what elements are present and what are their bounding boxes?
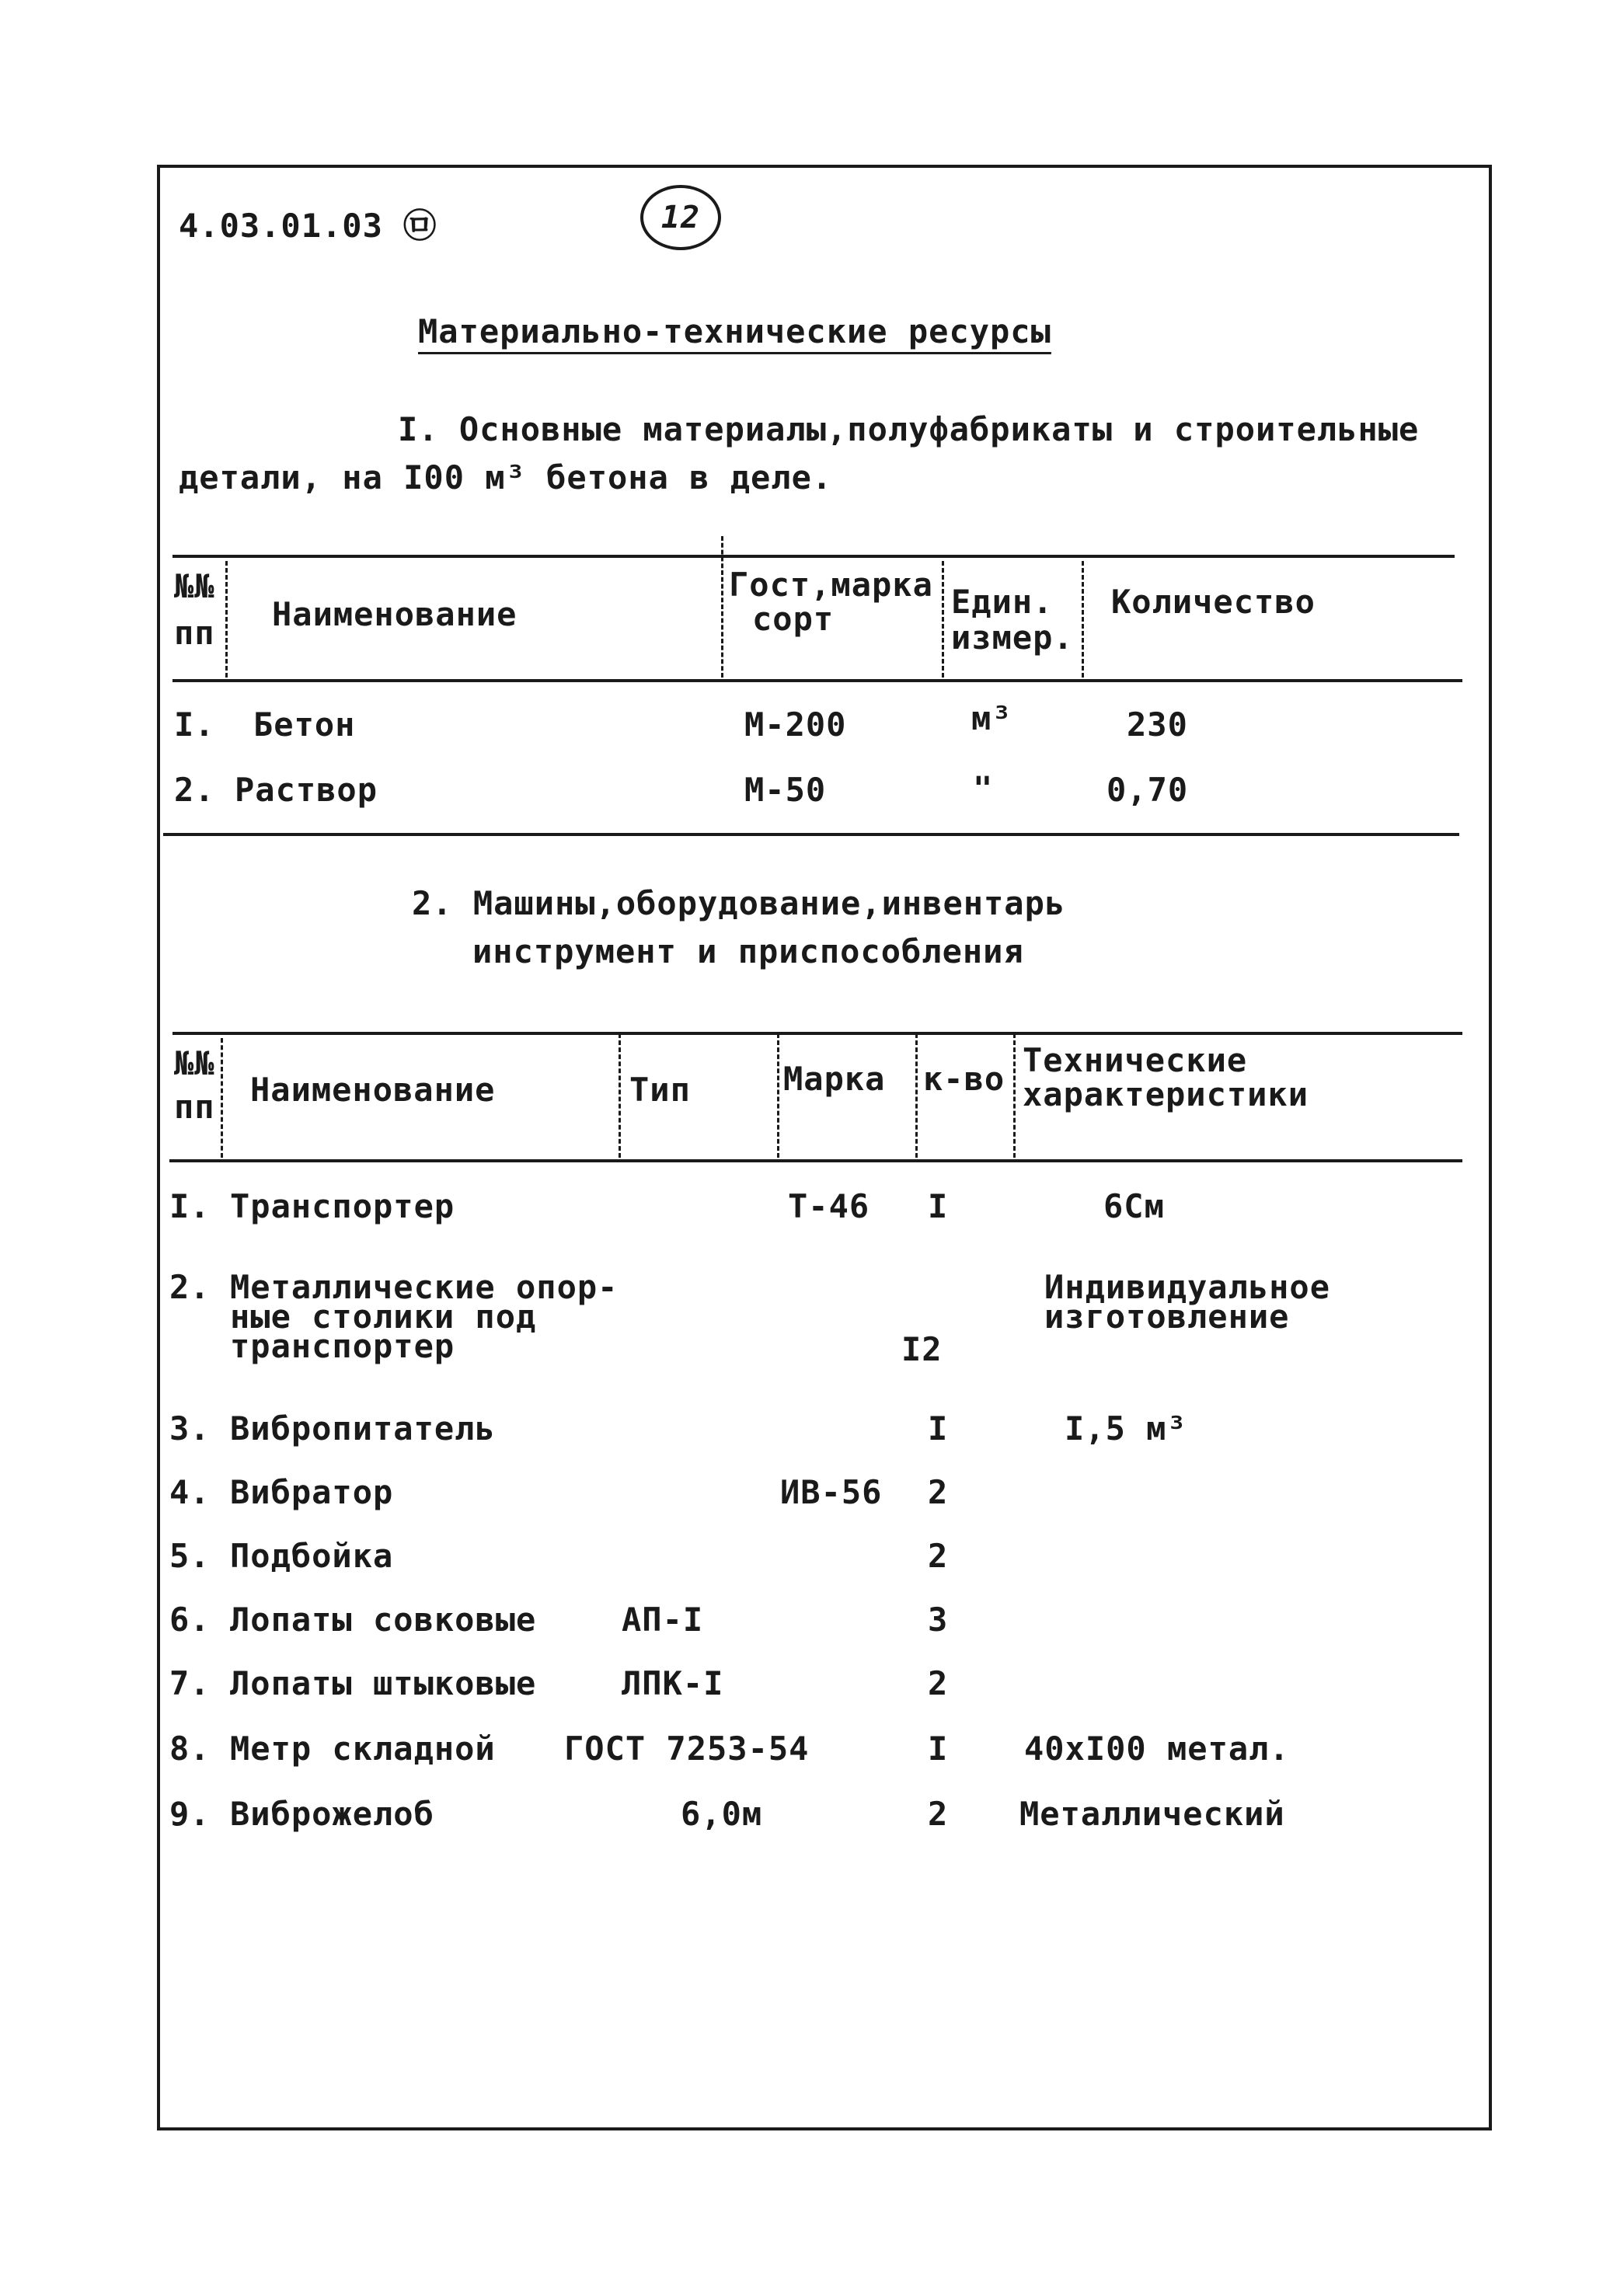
row-brand: ИВ-56 [780,1473,883,1511]
row-grade: М-50 [744,771,827,809]
row-count: 2 [928,1537,949,1575]
row-name: Подбойка [230,1537,394,1575]
table1-header-unit-2: измер. [951,618,1074,657]
page-number: 12 [660,200,701,235]
section2-heading-line1: 2. Машины,оборудование,инвентарь [412,884,1066,922]
table2-header-tech: Технические [1023,1041,1248,1079]
table2-header-name: Наименование [250,1071,496,1109]
table2-col-divider [619,1033,621,1158]
row-name: Бетон [253,705,356,744]
table1-top-rule [173,555,1455,558]
table2-col-divider [915,1033,918,1158]
table2-top-rule [173,1032,1462,1035]
table1-bottom-rule [163,833,1459,836]
row-num: 5. [169,1537,211,1575]
row-num: 4. [169,1473,211,1511]
row-num: 8. [169,1730,211,1768]
table2-header-tech-2: характеристики [1023,1075,1309,1113]
table1-col-divider [721,536,723,678]
table2-header-num: №№ [174,1044,215,1082]
row-name: Лопаты штыковые [230,1664,537,1702]
row-tech: I,5 м³ [1065,1409,1187,1448]
table1-col-divider [225,561,228,678]
row-type: ГОСТ 7253-54 [564,1730,810,1768]
table1-header-gost: Гост,марка [729,566,933,604]
row-tech: 6Cм [1103,1187,1165,1225]
row-name: Метр складной [230,1730,496,1768]
row-num: I. [174,705,215,744]
row-tech: 40хI00 метал. [1024,1730,1290,1768]
row-count: I2 [901,1330,943,1368]
row-num: 3. [169,1409,211,1448]
row-tech: Металлический [1019,1795,1285,1833]
section1-heading-line2: детали, на I00 м³ бетона в деле. [179,458,833,496]
table2-header-type: Тип [629,1071,691,1109]
row-name: Раствор [235,771,378,809]
row-num: 6. [169,1601,211,1639]
row-brand: Т-46 [788,1187,870,1225]
row-num: 2. [174,771,215,809]
table1-header-num-2: пп [174,614,215,652]
row-unit: " [973,769,994,807]
table1-header-gost-2: сорт [752,600,835,638]
row-num: I. [169,1187,211,1225]
row-count: 3 [928,1601,949,1639]
row-name: Металлические опор- [230,1268,619,1306]
row-num: 2. [169,1268,211,1306]
table1-header-unit: Един. [951,583,1054,621]
row-num: 9. [169,1795,211,1833]
row-count: 2 [928,1664,949,1702]
row-unit: м³ [971,699,1012,737]
table2-header-num-2: пп [174,1088,215,1126]
row-name: Лопаты совковые [230,1601,537,1639]
table1-header-qty: Количество [1111,583,1316,621]
row-count: I [928,1409,949,1448]
row-name-3: транспортер [230,1327,455,1365]
row-count: 2 [928,1473,949,1511]
row-tech: Индивидуальное [1044,1268,1331,1306]
row-count: I [928,1187,949,1225]
section1-heading-line1: I. Основные материалы,полуфабрикаты и строительные [398,410,1420,448]
row-name: Вибратор [230,1473,394,1511]
table1-header-num: №№ [174,567,215,605]
table2-header-rule [169,1159,1462,1162]
row-type: 6,0м [681,1795,763,1833]
row-qty: 0,70 [1106,771,1189,809]
document-code: 4.03.01.03 ㉤ [179,207,437,245]
row-type: ЛПК-I [622,1664,724,1702]
page-number-stamp [640,185,721,250]
table1-col-divider [1082,561,1084,678]
row-grade: М-200 [744,705,847,744]
page-title: Материально-технические ресурсы [418,312,1051,350]
table1-col-divider [942,561,944,678]
row-name-2: ные столики под [230,1298,537,1336]
table2-header-brand: Марка [783,1060,886,1098]
row-type: АП-I [622,1601,704,1639]
row-name: Виброжелоб [230,1795,434,1833]
section2-heading-line2: инструмент и приспособления [472,932,1024,970]
table2-col-divider [221,1038,223,1158]
table2-header-count: к-во [923,1060,1005,1098]
table2-col-divider [1013,1033,1016,1158]
row-count: I [928,1730,949,1768]
table1-header-name: Наименование [272,595,518,633]
row-num: 7. [169,1664,211,1702]
row-name: Транспортер [230,1187,455,1225]
row-qty: 230 [1127,705,1188,744]
row-name: Вибропитатель [230,1409,496,1448]
row-tech-2: изготовление [1044,1298,1290,1336]
table2-col-divider [777,1033,779,1158]
table1-header-rule [173,679,1462,682]
row-count: 2 [928,1795,949,1833]
